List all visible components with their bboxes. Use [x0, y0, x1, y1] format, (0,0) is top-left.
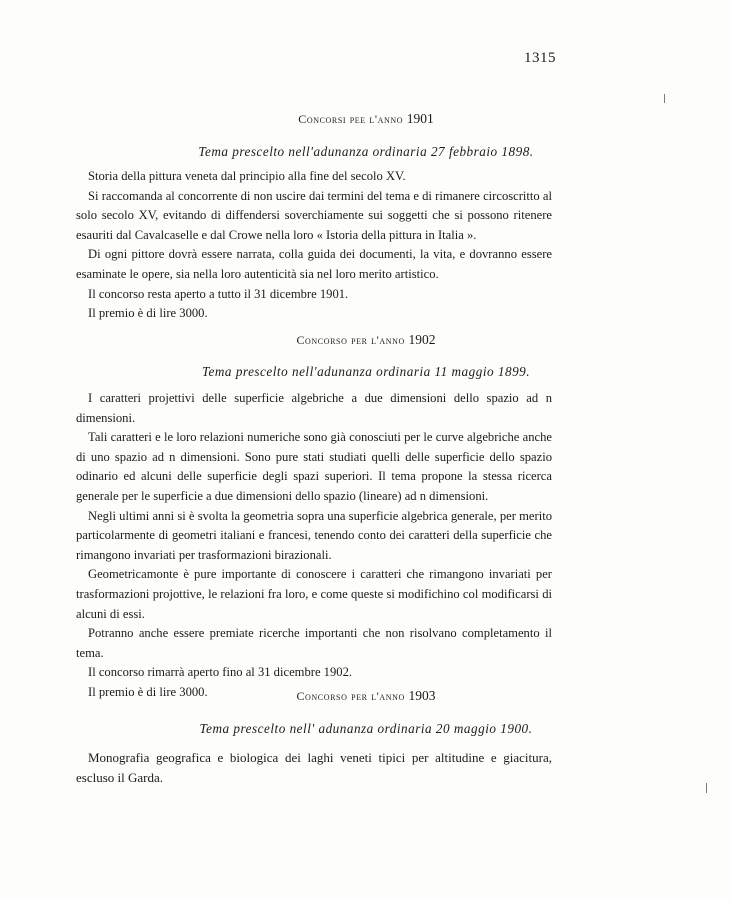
paragraph: Potranno anche essere premiate ricerche importanti che non risolvano completamento il tema. — [76, 626, 552, 660]
page-number: 1315 — [524, 50, 556, 66]
section-subtitle-1903: Tema prescelto nell' adunanza ordinaria 20 maggio 1900. — [199, 721, 533, 736]
section-subtitle-1902: Tema prescelto nell'adunanza ordinaria 11 maggio 1899. — [201, 364, 531, 379]
paragraph: Il premio è di lire 3000. — [88, 306, 208, 321]
section-title-prefix: Concorsi pee l'anno — [298, 112, 404, 126]
section-subtitle-1901: Tema prescelto nell'adunanza ordinaria 27 febbraio 1898. — [198, 144, 534, 159]
paragraph: I caratteri projettivi delle superficie algebriche a due dimensioni dello spazio ad n dimensioni. — [76, 391, 552, 425]
section-title-year: 1903 — [408, 688, 436, 703]
section-title-year: 1901 — [406, 111, 434, 126]
section-title-year: 1902 — [408, 332, 436, 347]
paragraph: Monografia geografica e biologica dei laghi veneti tipici per altitudine e giacitura, escluso il Garda. — [76, 750, 552, 785]
section-body-1902 — [76, 389, 552, 703]
scan-mark — [664, 94, 665, 103]
paragraph: Tali caratteri e le loro relazioni numeriche sono già conosciuti per le curve algebriche anche di uno spazio ad n dimensioni. Sono pure stati studiati quelli delle superficie dello spazio odinario ed alcuni delle superficie degli spazi superiori. Il tema propone la stessa ricerca generale per le superficie a due dimensioni dello spazio (lineare) ad n dimensioni. — [76, 430, 552, 503]
paragraph: Storia della pittura veneta dal principio alla fine del secolo XV. — [88, 169, 406, 183]
paragraph: Si raccomanda al concorrente di non uscire dai termini del tema e di rimanere circoscritto al solo secolo XV, evitando di diffendersi soverchiamente sui soggetti che si possono ritenere esauriti dal Cavalcaselle e dal Crowe nella loro « Istoria della pittura in Italia ». — [76, 188, 552, 242]
paragraph: Il premio è di lire 3000. — [88, 684, 208, 699]
scan-mark — [706, 783, 707, 793]
section-title-prefix: Concorso per l'anno — [296, 333, 405, 347]
paragraph: Il concorso resta aperto a tutto il 31 dicembre 1901. — [88, 286, 349, 301]
section-body-1903 — [76, 748, 552, 787]
paragraph: Geometricamonte è pure importante di conoscere i caratteri che rimangono invariati per trasformazioni projottive, le relazioni fra loro, e come queste si modifichino col modificarsi di alcuni di essi. — [76, 567, 552, 621]
section-title-prefix: Concorso per l'anno — [296, 689, 405, 703]
section-body-1901 — [76, 167, 552, 324]
section-title-1902 — [0, 332, 732, 348]
paragraph: Negli ultimi anni si è svolta la geometria sopra una superficie algebrica generale, per merito particolarmente di geometri italiani e francesi, tenendo conto dei caratteri della superficie che rimangono invariati per trasformazioni birazionali. — [76, 508, 552, 562]
section-title-1903 — [0, 688, 732, 704]
paragraph: Il concorso rimarrà aperto fino al 31 dicembre 1902. — [88, 665, 353, 680]
paragraph: Di ogni pittore dovrà essere narrata, colla guida dei documenti, la vita, e dovranno essere esaminate le opere, sia nella loro autenticità sia nel loro merito artistico. — [76, 247, 552, 281]
section-title-1901 — [0, 111, 732, 127]
